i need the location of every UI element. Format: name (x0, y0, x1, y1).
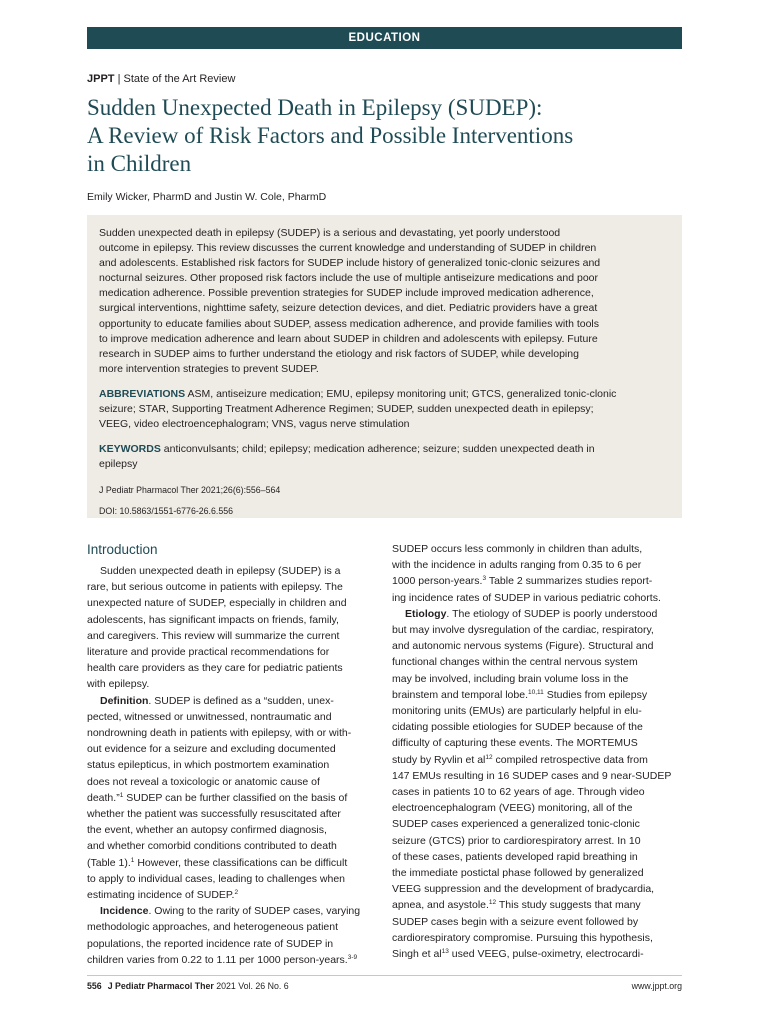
abstract-line: more intervention strategies to prevent SUDEP. (99, 362, 319, 375)
abbreviations (99, 387, 670, 432)
body-line (392, 606, 682, 622)
body-line: SUDEP occurs less commonly in children than adults, (392, 543, 643, 555)
run-in-heading-etiology: Etiology (405, 607, 447, 620)
body-text: . The etiology of SUDEP is poorly understood (446, 607, 658, 620)
footer-issue: 2021 Vol. 26 No. 6 (213, 981, 289, 991)
right-column (392, 541, 682, 962)
article-type: State of the Art Review (123, 73, 236, 85)
keywords-label: KEYWORDS (99, 442, 161, 455)
body-line: SUDEP cases begin with a seizure event followed by (392, 915, 639, 928)
body-line: and whether comorbid conditions contributed to death (87, 840, 337, 853)
citation: J Pediatr Pharmacol Ther 2021;26(6):556–564 (99, 484, 281, 495)
title-line: A Review of Risk Factors and Possible Interventions (87, 123, 574, 148)
body-line: and autonomic nervous systems (Figure). Structural and (392, 640, 654, 653)
body-line (392, 573, 682, 589)
body-line: Sudden unexpected death in epilepsy (SUDEP) is a (100, 565, 341, 577)
abbreviations-line: seizure; STAR, Supporting Treatment Adherence Regimen; SUDEP, sudden unexpected death in epilepsy; (99, 402, 594, 415)
reference-marker[interactable]: 2 (234, 889, 239, 897)
reference-marker[interactable]: 12 (485, 753, 493, 761)
abstract-line: medication adherence. Possible prevention strategies for SUDEP include improved medication adherence, (99, 287, 594, 300)
abstract-line: research in SUDEP aims to further understand the etiology and risk factors of SUDEP, while developing (99, 347, 579, 360)
body-text: estimating incidence of SUDEP. (87, 889, 235, 902)
reference-marker[interactable]: 1 (119, 791, 124, 799)
keywords-line (99, 442, 670, 457)
body-line: but may involve dysregulation of the cardiac, respiratory, (392, 624, 654, 637)
keywords (99, 442, 670, 472)
body-text: Table 2 summarizes studies report- (486, 575, 653, 588)
body-line (87, 887, 377, 903)
run-in-heading-definition: Definition (100, 694, 149, 707)
body-line: whether the patient was successfully resuscitated after (87, 808, 341, 821)
abstract-box (87, 215, 682, 518)
body-line: populations, the reported incidence rate of SUDEP in (87, 937, 334, 950)
footer-divider (87, 975, 682, 976)
body-line: may be involved, including brain volume loss in the (392, 672, 629, 685)
doi[interactable]: DOI: 10.5863/1551-6776-26.6.556 (99, 505, 234, 516)
body-text: This study suggests that many (496, 899, 641, 912)
body-line: with epilepsy. (87, 678, 150, 691)
abstract-line: outcome in epilepsy. This review discusses the current knowledge and understanding of SUDEP in children (99, 242, 597, 255)
abstract-line: Sudden unexpected death in epilepsy (SUDEP) is a serious and devastating, yet poorly understood (99, 227, 561, 239)
body-line: of these cases, patients developed rapid breathing in (392, 850, 638, 863)
body-text: Singh et al (392, 948, 442, 961)
body-line: the event, whether an autopsy confirmed diagnosis, (87, 824, 327, 837)
footer-journal-info (87, 981, 289, 991)
body-line: methodologic approaches, and heterogeneous patient (87, 921, 339, 934)
abstract-text (99, 226, 670, 377)
body-line: health care providers as they care for pediatric patients (87, 662, 343, 675)
body-line: status epilepticus, in which postmortem examination (87, 759, 330, 772)
footer-url-link[interactable]: www.jppt.org (631, 981, 682, 991)
abstract-line: nocturnal seizures. Other proposed risk factors include the use of multiple antiseizure medications and poor (99, 272, 599, 285)
body-line: rare, but serious outcome in patients with epilepsy. The (87, 581, 343, 594)
journal-abbrev: JPPT (87, 73, 115, 85)
body-line: pected, witnessed or unwitnessed, nontraumatic and (87, 710, 332, 723)
body-line: difficulty of capturing these events. The MORTEMUS (392, 737, 638, 750)
body-line: unexpected nature of SUDEP, especially in children and (87, 597, 347, 610)
body-line: functional changes within the central nervous system (392, 656, 638, 669)
body-line (87, 790, 377, 806)
reference-marker[interactable]: 1 (130, 856, 135, 864)
body-line: with the incidence in adults ranging from 0.35 to 6 per (392, 559, 642, 572)
body-line (87, 952, 377, 968)
title-line: Sudden Unexpected Death in Epilepsy (SUDEP): (87, 95, 543, 120)
abstract-line: to improve medication adherence and learn about SUDEP in children and adolescents with epilepsy. Future (99, 332, 598, 345)
page-number: 556 (87, 981, 102, 991)
abbreviations-label: ABBREVIATIONS (99, 387, 186, 400)
body-text: used VEEG, pulse-oximetry, electrocardi- (448, 948, 644, 961)
reference-marker[interactable]: 3-9 (347, 953, 358, 961)
abbreviations-line: VEEG, video electroencephalogram; VNS, vagus nerve stimulation (99, 417, 410, 430)
body-line (87, 693, 377, 709)
body-text: (Table 1). (87, 856, 131, 869)
body-line (392, 946, 682, 962)
abstract-line: opportunity to educate families about SUDEP, assess medication adherence, and provide families with tools (99, 317, 600, 330)
footer-journal-name: J Pediatr Pharmacol Ther (107, 981, 214, 991)
body-line: the immediate postictal phase followed by generalized (392, 867, 644, 880)
abstract-line: and adolescents. Established risk factors for SUDEP include history of generalized tonic-clonic seizures and (99, 257, 601, 270)
body-line: to apply to individual cases, leading to challenges when (87, 872, 346, 885)
abstract-line: surgical interventions, nighttime safety, seizure detection devices, and diet. Pediatric providers have a great (99, 302, 598, 315)
left-column (87, 540, 377, 968)
body-line (87, 903, 377, 919)
body-line: adolescents, has significant impacts on friends, family, (87, 613, 339, 626)
body-line (87, 855, 377, 871)
body-text: apnea, and asystole. (392, 899, 489, 912)
section-banner: EDUCATION (87, 27, 682, 49)
body-line: does not reveal a toxicologic or anatomic cause of (87, 775, 320, 788)
body-line: and caregivers. This review will summarize the current (87, 629, 340, 642)
body-text: Studies from epilepsy (543, 688, 648, 701)
reference-marker[interactable]: 3 (482, 575, 487, 583)
body-line: out evidence for a seizure and excluding documented (87, 743, 336, 756)
body-text: children varies from 0.22 to 1.11 per 1000 person-years. (87, 953, 348, 966)
body-text: However, these classifications can be difficult (134, 856, 348, 869)
article-kicker (87, 73, 235, 85)
author-list: Emily Wicker, PharmD and Justin W. Cole, PharmD (87, 191, 327, 203)
abbreviations-text: ASM, antiseizure medication; EMU, epilepsy monitoring unit; GTCS, generalized tonic-clonic (185, 387, 617, 400)
body-text: 1000 person-years. (392, 575, 483, 588)
body-text: brainstem and temporal lobe. (392, 688, 528, 701)
body-line: nondrowning death in patients with epilepsy, with or with- (87, 727, 352, 740)
body-line: cidating possible etiologies for SUDEP because of the (392, 721, 643, 734)
run-in-heading-incidence: Incidence (100, 905, 149, 918)
body-text: death.” (87, 791, 120, 804)
body-line (392, 752, 682, 768)
body-text: compiled retrospective data from (492, 753, 648, 766)
body-line: literature and provide practical recommendations for (87, 646, 330, 659)
body-text: . SUDEP is defined as a “sudden, unex- (148, 694, 334, 707)
body-line: monitoring units (EMUs) are particularly helpful in elu- (392, 705, 642, 718)
body-line: ing incidence rates of SUDEP in various pediatric cohorts. (392, 591, 661, 604)
body-text: . Owing to the rarity of SUDEP cases, varying (148, 905, 361, 918)
body-line (392, 897, 682, 913)
body-line: cardiorespiratory compromise. Pursuing this hypothesis, (392, 931, 653, 944)
body-text: SUDEP can be further classified on the basis of (123, 791, 348, 804)
kicker-separator: | (114, 73, 124, 85)
keywords-text: anticonvulsants; child; epilepsy; medication adherence; seizure; sudden unexpected death in (160, 442, 595, 455)
body-line: seizure (GTCS) prior to cardiorespiratory arrest. In 10 (392, 834, 641, 847)
body-text: study by Ryvlin et al (392, 753, 486, 766)
abbreviations-line (99, 387, 670, 402)
body-line: cases in patients 10 to 62 years of age. Through video (392, 786, 645, 799)
reference-marker[interactable]: 13 (441, 948, 449, 956)
body-line: SUDEP cases experienced a generalized tonic-clonic (392, 818, 640, 831)
title-line: in Children (87, 151, 192, 176)
reference-marker[interactable]: 10,11 (528, 688, 544, 696)
body-line (392, 687, 682, 703)
article-title (87, 94, 687, 178)
body-line: VEEG suppression and the development of bradycardia, (392, 883, 655, 896)
reference-marker[interactable]: 12 (488, 899, 497, 907)
section-heading-introduction: Introduction (87, 542, 158, 557)
keywords-line: epilepsy (99, 457, 138, 470)
body-line: 147 EMUs resulting in 16 SUDEP cases and 9 near-SUDEP (392, 769, 672, 782)
body-line: electroencephalogram (VEEG) monitoring, all of the (392, 802, 633, 815)
